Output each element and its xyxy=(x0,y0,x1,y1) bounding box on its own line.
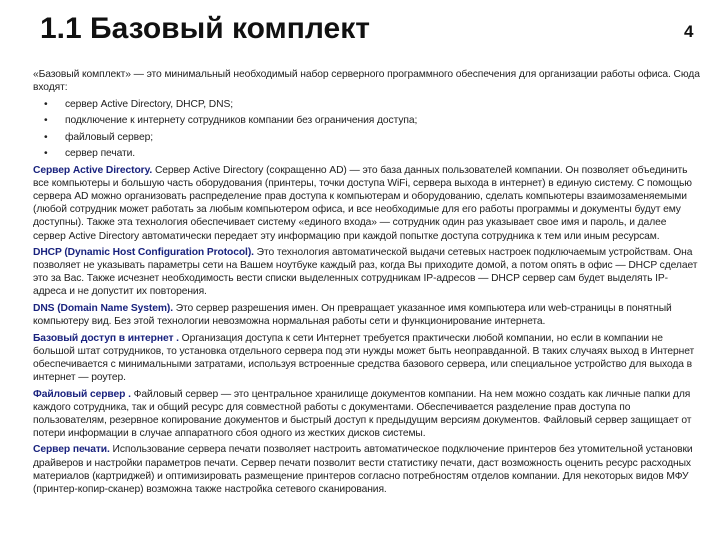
list-item xyxy=(33,131,701,144)
list-item-text: сервер печати. xyxy=(65,148,136,160)
section-print-server xyxy=(33,443,701,495)
list-item xyxy=(33,114,701,127)
bullet-icon: • xyxy=(44,131,48,143)
section-heading: DNS (Domain Name System). xyxy=(33,303,173,314)
section-text: Это сервер разрешения имен. Он превращает указанное имя компьютера или web-страницы в понятный компьютеру вид. Без этой технологии невозможна нормальная работы сети и функционирование интернета. xyxy=(33,303,672,328)
list-item-text: файловый сервер; xyxy=(65,131,153,143)
section-text: Сервер Active Directory (сокращенно AD) — это база данных пользователей компании. Он позволяет объединить все компьютеры и большую часть оборудования (принтеры, точки доступа WiFi, сервера выхода в интернет) в единую систему. С помощью сервера AD можно организовать распределение прав доступа к компьютерам и оборудованию, сделать компьютеры взаимозаменяемыми (любой сотрудник может работать за любым компьютером офиса, и все необходимые для его работы программы и документы будут ему доступны). Также эта технология обеспечивает систему «единого входа» — сотрудник один раз указывает свое имя и пароль, и далее сервер Active Directory автоматически передает эту информацию при каждой попытке доступа сотрудника к тем или иным ресурсам. xyxy=(33,165,692,242)
section-dhcp xyxy=(33,246,701,298)
bullet-icon: • xyxy=(44,148,48,160)
section-text: Использование сервера печати позволяет настроить автоматическое подключение принтеров без утомительной установки драйверов и настройки параметров печати. Сервер печати позволит вести статистику печати, даст возможность оценить ресурс расходных материалов (картриджей) и оптимизировать размещение принтеров согласно потребностям отделов компании. Для некоторых видов МФУ (принтер-копир-сканер) возможна также настройка сетевого сканирования. xyxy=(33,444,693,495)
section-heading: Базовый доступ в интернет . xyxy=(33,332,179,344)
bullet-icon: • xyxy=(44,115,48,127)
section-dns xyxy=(33,302,701,328)
page-number: 4 xyxy=(684,22,694,41)
section-active-directory xyxy=(33,164,701,243)
section-text: Это технология автоматической выдачи сетевых настроек подключаемым устройствам. Она позволяет не указывать параметры сети на Вашем ноутбуке каждый раз, когда Вы приходите домой, а потом опять в офис — DHCP сделает это за Вас. Также исчезнет необходимость вести списки выделенных сотрудникам IP-адресов — DHCP сервер сам будет выделять IP-адреса и не допустит их повторения. xyxy=(33,247,698,298)
section-heading: DHCP (Dynamic Host Configuration Protocol). xyxy=(33,247,254,259)
section-text: Организация доступа к сети Интернет требуется практически любой компании, но если в компании не большой штат сотрудников, то установка отдельного сервера под эти нужды может быть неоправданной. В таких случаях выход в Интернет обеспечивается с минимальными затратами, используя встроенные средства базового сервера, или специальное устройство для выхода в интернет — роутер. xyxy=(33,332,695,383)
list-item-text: подключение к интернету сотрудников компании без ограничения доступа; xyxy=(65,115,418,127)
list-item xyxy=(33,147,701,160)
slide-title: 1.1 Базовый комплект xyxy=(40,12,370,45)
bullet-list xyxy=(33,98,701,161)
slide-body xyxy=(33,68,701,499)
section-heading: Сервер Active Directory. xyxy=(33,165,153,177)
list-item-text: сервер Active Directory, DHCP, DNS; xyxy=(65,98,233,110)
intro-paragraph: «Базовый комплект» — это минимальный необходимый набор серверного программного обеспечения для организации работы офиса. Сюда входят: xyxy=(33,69,700,94)
section-internet-access xyxy=(33,332,701,384)
list-item xyxy=(33,98,701,111)
section-text: Файловый сервер — это центральное хранилище документов компании. На нем можно создать как личные папки для каждого сотрудника, так и общий ресурс для совместной работы с документами. Обеспечивается разделение прав доступа по пользователям, резервное копирование документов и быстрый доступ к предыдущим версиям документов. Файловый сервер защищает от потери информации в случае аппаратного сбоя одного из жестких дисков системы. xyxy=(33,388,692,439)
section-heading: Файловый сервер . xyxy=(33,388,131,400)
section-file-server xyxy=(33,388,701,440)
bullet-icon: • xyxy=(44,98,48,110)
section-heading: Сервер печати. xyxy=(33,444,110,456)
